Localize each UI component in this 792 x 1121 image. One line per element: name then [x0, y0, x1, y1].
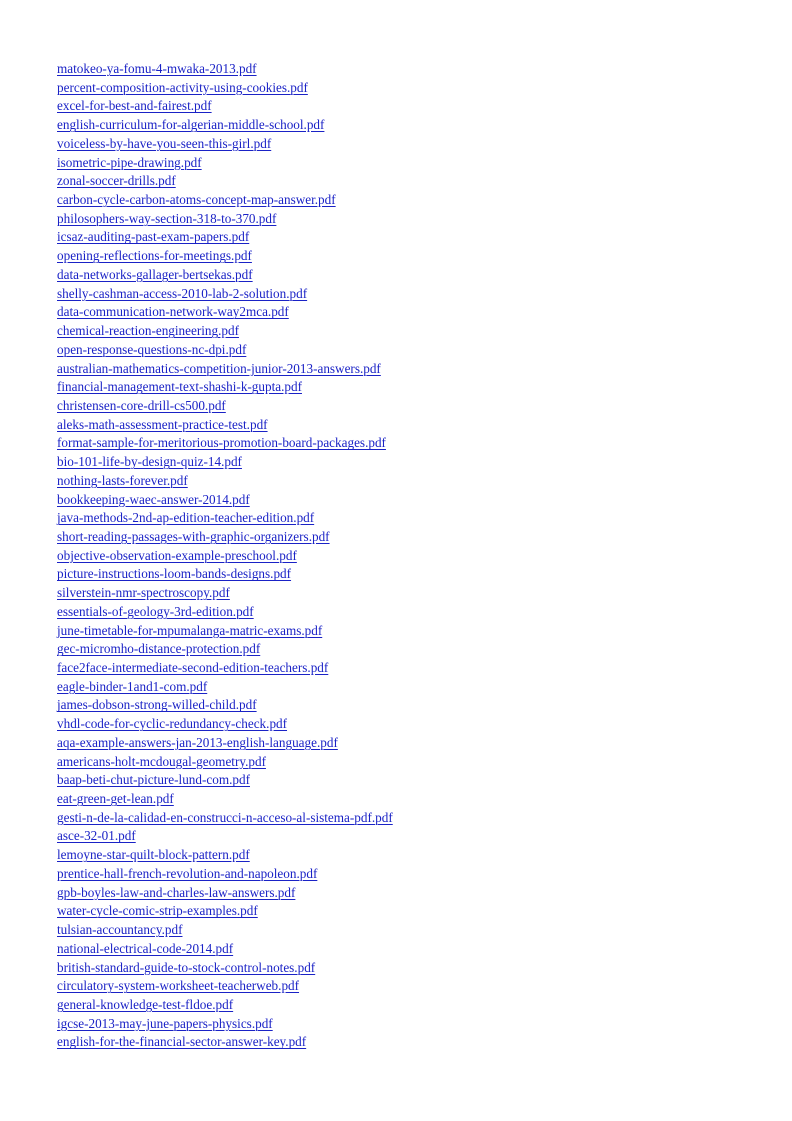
- pdf-link[interactable]: icsaz-auditing-past-exam-papers.pdf: [57, 229, 250, 245]
- list-item: [57, 509, 393, 528]
- pdf-link[interactable]: java-methods-2nd-ap-edition-teacher-edition.pdf: [57, 510, 315, 526]
- list-item: [57, 191, 393, 210]
- pdf-link[interactable]: nothing-lasts-forever.pdf: [57, 472, 188, 488]
- pdf-link[interactable]: tulsian-accountancy.pdf: [57, 922, 183, 938]
- list-item: [57, 116, 393, 135]
- pdf-link[interactable]: shelly-cashman-access-2010-lab-2-solution.pdf: [57, 285, 308, 301]
- list-item: [57, 846, 393, 865]
- list-item: [57, 565, 393, 584]
- pdf-link[interactable]: english-for-the-financial-sector-answer-key.pdf: [57, 1034, 307, 1050]
- list-item: [57, 528, 393, 547]
- pdf-link[interactable]: australian-mathematics-competition-junior-2013-answers.pdf: [57, 360, 381, 376]
- pdf-link[interactable]: short-reading-passages-with-graphic-organizers.pdf: [57, 528, 330, 544]
- pdf-link[interactable]: data-networks-gallager-bertsekas.pdf: [57, 266, 253, 282]
- pdf-link[interactable]: essentials-of-geology-3rd-edition.pdf: [57, 603, 254, 619]
- list-item: [57, 584, 393, 603]
- pdf-link[interactable]: aqa-example-answers-jan-2013-english-language.pdf: [57, 734, 338, 750]
- pdf-link[interactable]: eat-green-get-lean.pdf: [57, 791, 174, 807]
- list-item: [57, 715, 393, 734]
- pdf-link[interactable]: james-dobson-strong-willed-child.pdf: [57, 697, 257, 713]
- list-item: [57, 303, 393, 322]
- pdf-link[interactable]: financial-management-text-shashi-k-gupta.pdf: [57, 379, 302, 395]
- list-item: [57, 79, 393, 98]
- pdf-link[interactable]: general-knowledge-test-fldoe.pdf: [57, 996, 234, 1012]
- pdf-link[interactable]: philosophers-way-section-318-to-370.pdf: [57, 210, 277, 226]
- pdf-link[interactable]: circulatory-system-worksheet-teacherweb.pdf: [57, 978, 300, 994]
- list-item: [57, 247, 393, 266]
- list-item: [57, 472, 393, 491]
- pdf-link[interactable]: christensen-core-drill-cs500.pdf: [57, 397, 226, 413]
- list-item: [57, 1015, 393, 1034]
- list-item: [57, 809, 393, 828]
- pdf-link[interactable]: prentice-hall-french-revolution-and-napoleon.pdf: [57, 865, 318, 881]
- pdf-link[interactable]: english-curriculum-for-algerian-middle-school.pdf: [57, 117, 325, 133]
- list-item: [57, 378, 393, 397]
- pdf-link[interactable]: format-sample-for-meritorious-promotion-board-packages.pdf: [57, 435, 386, 451]
- pdf-link[interactable]: isometric-pipe-drawing.pdf: [57, 154, 202, 170]
- list-item: [57, 940, 393, 959]
- pdf-link[interactable]: lemoyne-star-quilt-block-pattern.pdf: [57, 847, 250, 863]
- pdf-link[interactable]: water-cycle-comic-strip-examples.pdf: [57, 903, 258, 919]
- list-item: [57, 640, 393, 659]
- pdf-link[interactable]: voiceless-by-have-you-seen-this-girl.pdf: [57, 135, 272, 151]
- list-item: [57, 135, 393, 154]
- pdf-link[interactable]: zonal-soccer-drills.pdf: [57, 173, 176, 189]
- list-item: [57, 959, 393, 978]
- list-item: [57, 491, 393, 510]
- list-item: [57, 678, 393, 697]
- list-item: [57, 172, 393, 191]
- list-item: [57, 60, 393, 79]
- list-item: [57, 921, 393, 940]
- list-item: [57, 1033, 393, 1052]
- pdf-link-list: [57, 60, 393, 1052]
- pdf-link[interactable]: silverstein-nmr-spectroscopy.pdf: [57, 585, 230, 601]
- list-item: [57, 622, 393, 641]
- list-item: [57, 97, 393, 116]
- pdf-link[interactable]: bookkeeping-waec-answer-2014.pdf: [57, 491, 250, 507]
- pdf-link[interactable]: gesti-n-de-la-calidad-en-construcci-n-acceso-al-sistema-pdf.pdf: [57, 809, 393, 825]
- pdf-link[interactable]: gpb-boyles-law-and-charles-law-answers.pdf: [57, 884, 296, 900]
- pdf-link[interactable]: picture-instructions-loom-bands-designs.pdf: [57, 566, 292, 582]
- pdf-link[interactable]: objective-observation-example-preschool.pdf: [57, 547, 297, 563]
- list-item: [57, 996, 393, 1015]
- list-item: [57, 977, 393, 996]
- pdf-link[interactable]: asce-32-01.pdf: [57, 828, 136, 844]
- list-item: [57, 902, 393, 921]
- list-item: [57, 322, 393, 341]
- pdf-link[interactable]: baap-beti-chut-picture-lund-com.pdf: [57, 772, 250, 788]
- list-item: [57, 753, 393, 772]
- pdf-link[interactable]: british-standard-guide-to-stock-control-notes.pdf: [57, 959, 316, 975]
- list-item: [57, 659, 393, 678]
- pdf-link[interactable]: aleks-math-assessment-practice-test.pdf: [57, 416, 268, 432]
- pdf-link[interactable]: chemical-reaction-engineering.pdf: [57, 323, 239, 339]
- list-item: [57, 771, 393, 790]
- pdf-link[interactable]: americans-holt-mcdougal-geometry.pdf: [57, 753, 266, 769]
- pdf-link[interactable]: percent-composition-activity-using-cookies.pdf: [57, 79, 308, 95]
- list-item: [57, 547, 393, 566]
- pdf-link[interactable]: data-communication-network-way2mca.pdf: [57, 304, 289, 320]
- list-item: [57, 416, 393, 435]
- list-item: [57, 790, 393, 809]
- list-item: [57, 266, 393, 285]
- list-item: [57, 884, 393, 903]
- pdf-link[interactable]: carbon-cycle-carbon-atoms-concept-map-answer.pdf: [57, 192, 336, 208]
- list-item: [57, 341, 393, 360]
- pdf-link[interactable]: opening-reflections-for-meetings.pdf: [57, 248, 252, 264]
- pdf-link[interactable]: vhdl-code-for-cyclic-redundancy-check.pdf: [57, 716, 288, 732]
- list-item: [57, 865, 393, 884]
- list-item: [57, 696, 393, 715]
- pdf-link[interactable]: excel-for-best-and-fairest.pdf: [57, 98, 212, 114]
- list-item: [57, 827, 393, 846]
- list-item: [57, 734, 393, 753]
- pdf-link[interactable]: matokeo-ya-fomu-4-mwaka-2013.pdf: [57, 61, 257, 76]
- list-item: [57, 434, 393, 453]
- list-item: [57, 228, 393, 247]
- pdf-link[interactable]: bio-101-life-by-design-quiz-14.pdf: [57, 454, 242, 470]
- pdf-link[interactable]: national-electrical-code-2014.pdf: [57, 940, 234, 956]
- pdf-link[interactable]: face2face-intermediate-second-edition-teachers.pdf: [57, 660, 329, 675]
- pdf-link[interactable]: open-response-questions-nc-dpi.pdf: [57, 341, 247, 357]
- list-item: [57, 285, 393, 304]
- list-item: [57, 210, 393, 229]
- pdf-link[interactable]: june-timetable-for-mpumalanga-matric-exams.pdf: [57, 622, 323, 638]
- list-item: [57, 360, 393, 379]
- pdf-link[interactable]: eagle-binder-1and1-com.pdf: [57, 678, 208, 694]
- list-item: [57, 603, 393, 622]
- pdf-link[interactable]: igcse-2013-may-june-papers-physics.pdf: [57, 1015, 273, 1031]
- list-item: [57, 453, 393, 472]
- list-item: [57, 154, 393, 173]
- list-item: [57, 397, 393, 416]
- pdf-link[interactable]: gec-micromho-distance-protection.pdf: [57, 641, 261, 657]
